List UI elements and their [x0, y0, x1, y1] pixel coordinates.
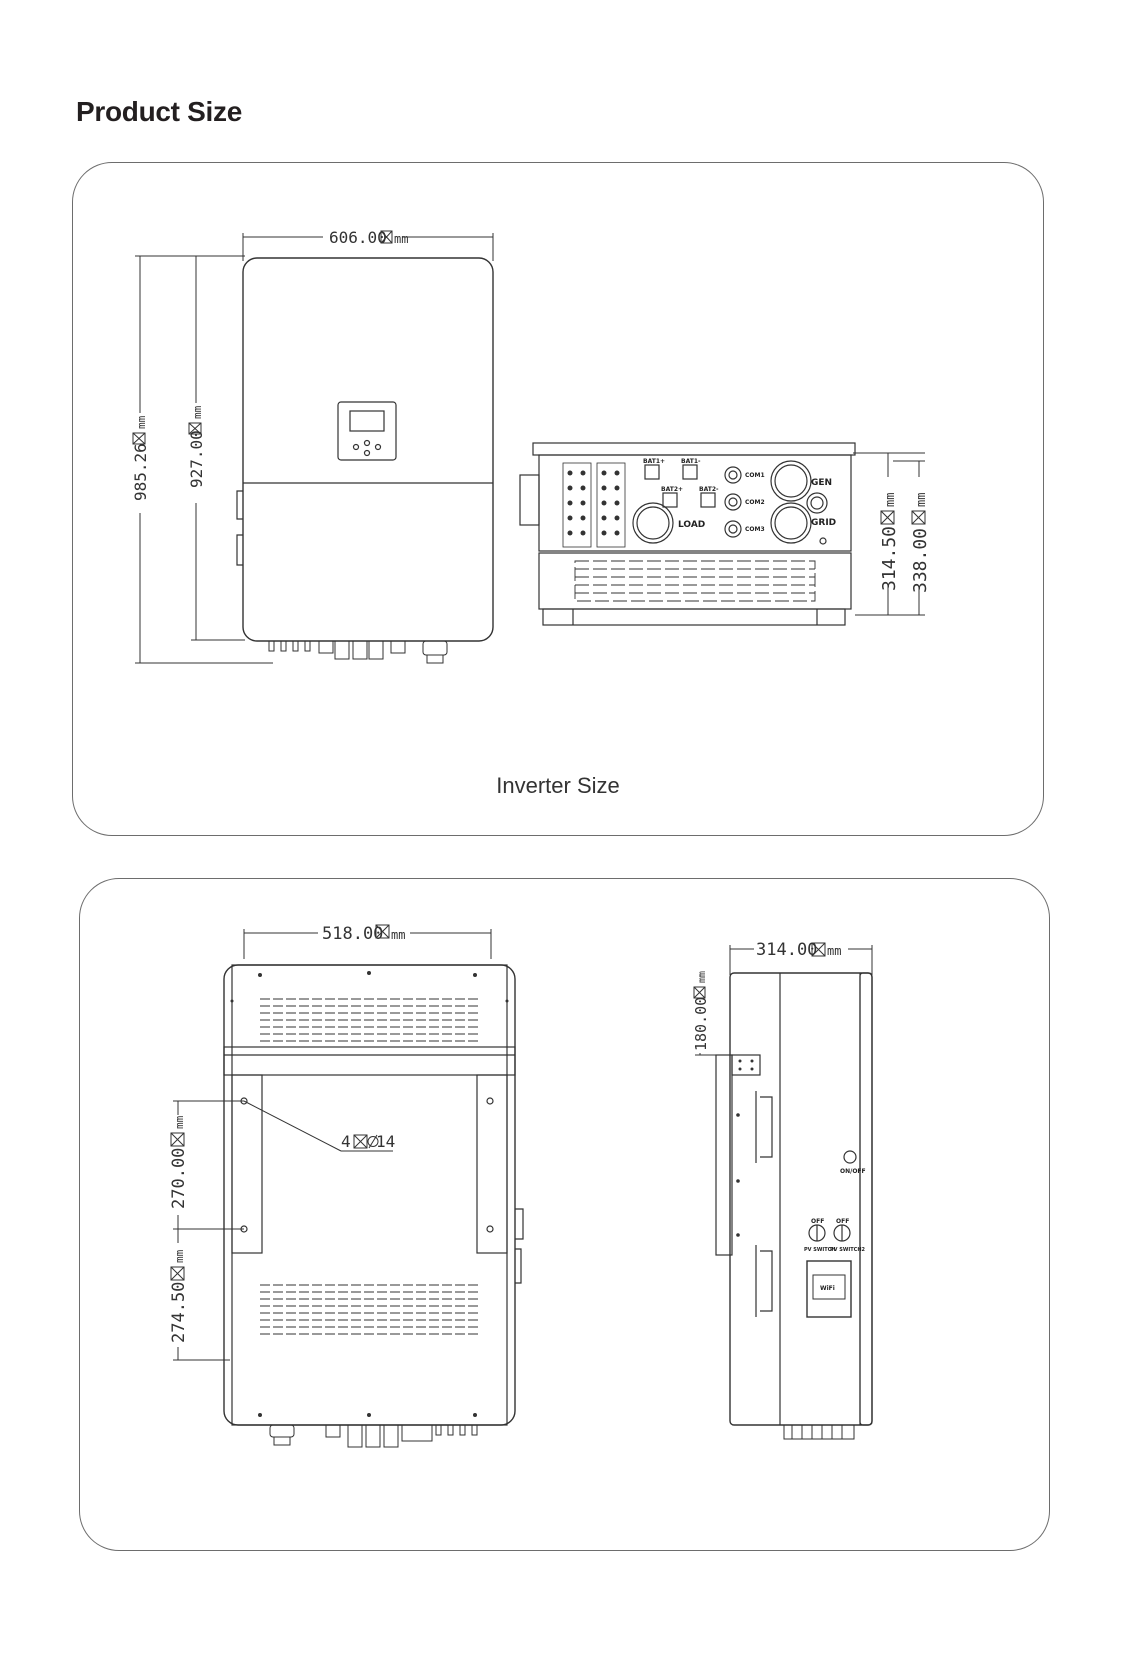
side-view [691, 940, 872, 1439]
inverter-size-caption: Inverter Size [496, 773, 620, 798]
side-offset-unit: mm [697, 970, 708, 983]
side-depth-unit: mm [827, 944, 842, 958]
hole-spacing-upper-label: 270.00 [169, 1147, 189, 1209]
on-off-label: ON/OFF [840, 1168, 866, 1175]
bracket-drawing [80, 879, 1049, 1550]
side-offset-label: 180.00 [692, 996, 710, 1051]
com3-label: COM3 [745, 526, 765, 533]
back-width-unit: mm [391, 928, 406, 942]
pv2-off-label: OFF [836, 1218, 850, 1225]
com2-label: COM2 [745, 499, 765, 506]
front-height-total-label: 985.26 [131, 443, 150, 501]
load-label: LOAD [678, 520, 706, 530]
gen-label: GEN [811, 478, 833, 488]
pv1-off-label: OFF [811, 1218, 825, 1225]
front-height-body-unit: mm [191, 405, 204, 419]
back-width-label: 518.00 [322, 924, 384, 944]
bat2-minus-label: BAT2- [699, 486, 719, 493]
front-width-label: 606.00 [329, 228, 387, 247]
bat1-minus-label: BAT1- [681, 458, 701, 465]
pv-switch-2-label: PV SWITCH2 [830, 1247, 865, 1253]
page-title: Product Size [76, 96, 242, 127]
inverter-drawing [73, 163, 1043, 835]
grid-label: GRID [811, 518, 837, 528]
hole-count-label: 4 [341, 1132, 351, 1151]
bottom-depth-total-label: 338.00 [910, 527, 931, 593]
pv-switch-1-label: PV SWITCH [804, 1247, 836, 1253]
hole-spacing-lower-unit: mm [173, 1249, 186, 1263]
back-view [168, 923, 523, 1447]
hole-spacing-lower-label: 274.50 [169, 1281, 189, 1343]
bottom-depth-unit: mm [883, 492, 897, 507]
side-depth-label: 314.00 [756, 940, 818, 960]
diameter-symbol-icon [354, 1135, 378, 1148]
wifi-label: WiFi [820, 1285, 835, 1292]
hole-spacing-upper-unit: mm [173, 1115, 186, 1129]
bottom-depth-label: 314.50 [879, 525, 900, 591]
front-width-unit: mm [394, 232, 409, 246]
bracket-panel [79, 878, 1050, 1551]
bottom-depth-total-unit: mm [914, 492, 928, 507]
inverter-size-panel [72, 162, 1044, 836]
bat1-plus-label: BAT1+ [643, 458, 666, 465]
com1-label: COM1 [745, 472, 765, 479]
front-height-total-unit: mm [135, 415, 148, 429]
front-view [131, 228, 493, 663]
hole-spec-label: 14 [376, 1132, 396, 1151]
bat2-plus-label: BAT2+ [661, 486, 684, 493]
bottom-view [520, 443, 931, 625]
front-height-body-label: 927.00 [187, 430, 206, 488]
